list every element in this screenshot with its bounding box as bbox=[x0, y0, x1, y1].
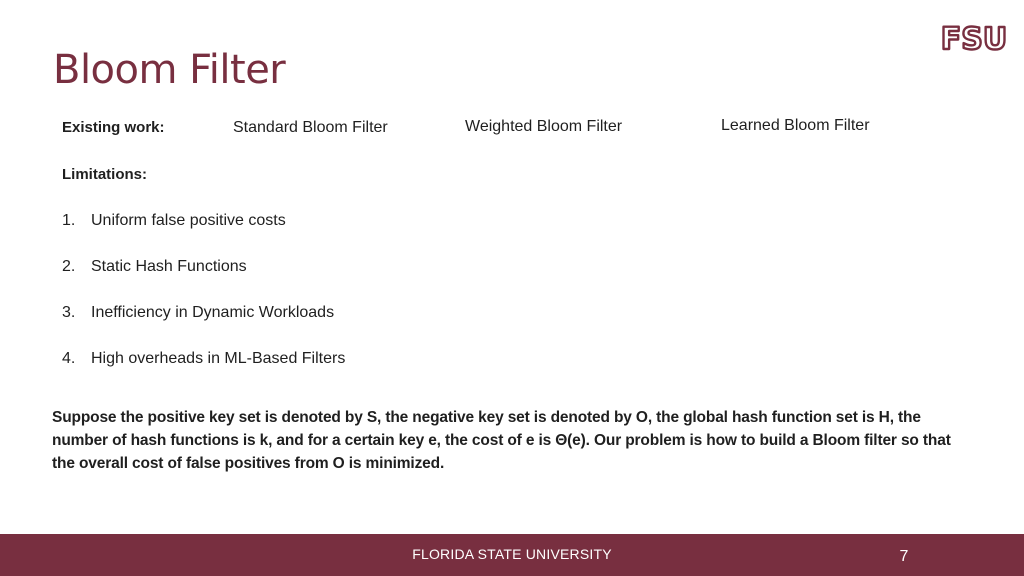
limitation-text: Static Hash Functions bbox=[91, 258, 247, 275]
limitation-number: 2. bbox=[62, 258, 76, 275]
limitation-item bbox=[62, 212, 286, 230]
existing-work-item-standard: Standard Bloom Filter bbox=[233, 119, 388, 136]
limitation-number: 3. bbox=[62, 304, 76, 321]
existing-work-label: Existing work: bbox=[62, 119, 165, 136]
limitation-item bbox=[62, 258, 247, 276]
limitation-text: Uniform false positive costs bbox=[91, 212, 286, 229]
existing-work-item-weighted: Weighted Bloom Filter bbox=[465, 118, 623, 135]
limitation-text: High overheads in ML-Based Filters bbox=[91, 350, 346, 367]
fsu-logo bbox=[938, 22, 1010, 54]
page-number: 7 bbox=[899, 548, 909, 565]
footer-university-name: FLORIDA STATE UNIVERSITY bbox=[412, 546, 612, 562]
svg-text:FSU: FSU bbox=[940, 22, 1008, 54]
footer-bar bbox=[0, 534, 1024, 576]
existing-work-item-learned: Learned Bloom Filter bbox=[721, 117, 870, 134]
limitation-item bbox=[62, 304, 334, 322]
limitation-item bbox=[62, 350, 345, 368]
slide-title: Bloom Filter bbox=[53, 47, 286, 93]
limitation-number: 1. bbox=[62, 212, 76, 229]
limitation-text: Inefficiency in Dynamic Workloads bbox=[91, 304, 335, 321]
problem-statement: Suppose the positive key set is denoted by S, the negative key set is denoted by O, the global hash function set is H, the number of hash functions is k, and for a certain key e, the cost of e is Θ(e). Our problem is how to build a Bloom filter so that the overall cost of false positives from O is minimized. bbox=[52, 409, 951, 472]
limitations-label: Limitations: bbox=[62, 166, 147, 183]
limitation-number: 4. bbox=[62, 350, 76, 367]
